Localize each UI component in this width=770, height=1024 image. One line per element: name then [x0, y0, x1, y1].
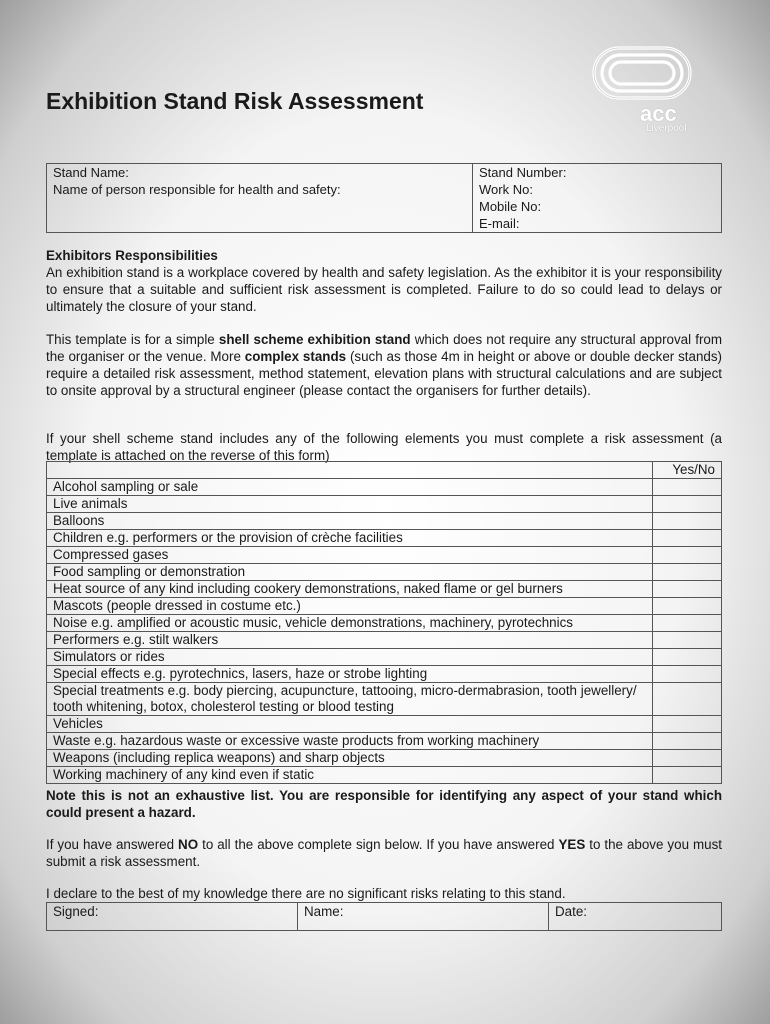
elements-intro: If your shell scheme stand includes any of the following elements you must complete a risk assessment (a template is attached on the reverse of this form) [46, 431, 722, 463]
table-row [47, 530, 722, 547]
responsibilities-paragraph: An exhibition stand is a workplace covered by health and safety legislation. As the exhibitor it is your responsibility to ensure that a suitable and sufficient risk assessment is completed. Failure to do so could lead to delays or ultimately the closure of your stand. [46, 265, 722, 314]
element-label: Vehicles [47, 716, 653, 733]
element-label: Noise e.g. amplified or acoustic music, vehicle demonstrations, machinery, pyrotechnics [47, 615, 653, 632]
table-row [47, 649, 722, 666]
table-row [47, 564, 722, 581]
element-label: Simulators or rides [47, 649, 653, 666]
table-row [47, 513, 722, 530]
stand-number-field[interactable]: Stand Number: [479, 165, 567, 180]
elements-table [46, 461, 722, 784]
table-row [47, 716, 722, 733]
answer-text: to all the above complete sign below. If you have answered [198, 837, 559, 852]
person-responsible-field[interactable]: Name of person responsible for health and safety: [53, 182, 341, 197]
element-label: Special effects e.g. pyrotechnics, lasers, haze or strobe lighting [47, 666, 653, 683]
table-row [47, 750, 722, 767]
element-label: Compressed gases [47, 547, 653, 564]
element-label: Heat source of any kind including cookery demonstrations, naked flame or gel burners [47, 581, 653, 598]
para-bold: shell scheme exhibition stand [218, 332, 411, 347]
element-label: Working machinery of any kind even if static [47, 767, 653, 784]
table-row [47, 479, 722, 496]
table-header-row [47, 462, 722, 479]
table-row [47, 581, 722, 598]
stand-details-right [473, 164, 722, 233]
yes-no-cell[interactable] [653, 581, 722, 598]
table-row [47, 598, 722, 615]
para-text: This template is for a simple [46, 332, 219, 347]
para-text: which does not require any structural approval from the organiser or the venue. More [46, 332, 723, 364]
page-title: Exhibition Stand Risk Assessment [46, 88, 424, 114]
table-row [47, 547, 722, 564]
yes-no-cell[interactable] [653, 615, 722, 632]
yes-no-cell[interactable] [653, 496, 722, 513]
responsibilities-section [46, 247, 722, 315]
element-label: Children e.g. performers or the provision of crèche facilities [47, 530, 653, 547]
template-paragraph [46, 331, 722, 399]
table-row [47, 496, 722, 513]
yes-no-cell[interactable] [653, 716, 722, 733]
yes-no-cell[interactable] [653, 479, 722, 496]
yes-no-cell[interactable] [653, 547, 722, 564]
para-text: (such as those 4m in height or above or double decker stands) require a detailed risk assessment, method statement, elevation plans with structural calculations and are subject to onsite approval by a structural engineer (please contact the organisers for further details). [46, 349, 722, 398]
table-header-item [47, 462, 653, 479]
element-label: Live animals [47, 496, 653, 513]
element-label: Mascots (people dressed in costume etc.) [47, 598, 653, 615]
yes-no-cell[interactable] [653, 666, 722, 683]
table-row [47, 615, 722, 632]
stand-name-field[interactable]: Stand Name: [53, 165, 129, 180]
name-field[interactable]: Name: [298, 903, 549, 931]
answer-text: If you have answered [46, 837, 179, 852]
element-label: Balloons [47, 513, 653, 530]
yes-no-cell[interactable] [653, 632, 722, 649]
signature-table [46, 902, 722, 931]
table-row [47, 733, 722, 750]
table-row [47, 632, 722, 649]
para-bold: complex stands [244, 349, 347, 364]
element-label: Weapons (including replica weapons) and sharp objects [47, 750, 653, 767]
answer-yes: YES [558, 837, 586, 852]
table-row [47, 666, 722, 683]
yes-no-cell[interactable] [653, 598, 722, 615]
yes-no-cell[interactable] [653, 649, 722, 666]
table-row [47, 767, 722, 784]
yes-no-header: Yes/No [672, 462, 715, 477]
yes-no-cell[interactable] [653, 513, 722, 530]
table-row [47, 683, 722, 716]
stand-details-left [47, 164, 473, 233]
element-label: Special treatments e.g. body piercing, acupuncture, tattooing, micro-dermabrasion, tooth jewellery/ tooth whitening, botox, cholesterol testing or blood testing [47, 683, 653, 716]
mobile-no-field[interactable]: Mobile No: [479, 199, 542, 214]
element-label: Waste e.g. hazardous waste or excessive waste products from working machinery [47, 733, 653, 750]
yes-no-cell[interactable] [653, 767, 722, 784]
yes-no-cell[interactable] [653, 564, 722, 581]
note-text: Note this is not an exhaustive list. You are responsible for identifying any aspect of your stand which could present a hazard. [46, 788, 722, 820]
answer-instructions [46, 836, 722, 870]
yes-no-cell[interactable] [653, 683, 722, 716]
element-label: Performers e.g. stilt walkers [47, 632, 653, 649]
stand-details-table [46, 163, 722, 233]
yes-no-cell[interactable] [653, 750, 722, 767]
element-label: Alcohol sampling or sale [47, 479, 653, 496]
yes-no-cell[interactable] [653, 530, 722, 547]
responsibilities-heading: Exhibitors Responsibilities [46, 248, 218, 263]
signed-field[interactable]: Signed: [47, 903, 298, 931]
email-field[interactable]: E-mail: [479, 216, 520, 231]
logo-location: Liverpool [646, 123, 687, 134]
yes-no-cell[interactable] [653, 733, 722, 750]
work-no-field[interactable]: Work No: [479, 182, 533, 197]
date-field[interactable]: Date: [555, 904, 588, 919]
logo-wordmark: acc [640, 101, 677, 126]
element-label: Food sampling or demonstration [47, 564, 653, 581]
answer-text: to the above you must submit a risk assessment. [46, 837, 723, 869]
declaration-text: I declare to the best of my knowledge there are no significant risks relating to this stand. [46, 886, 566, 901]
answer-no: NO [178, 837, 199, 852]
